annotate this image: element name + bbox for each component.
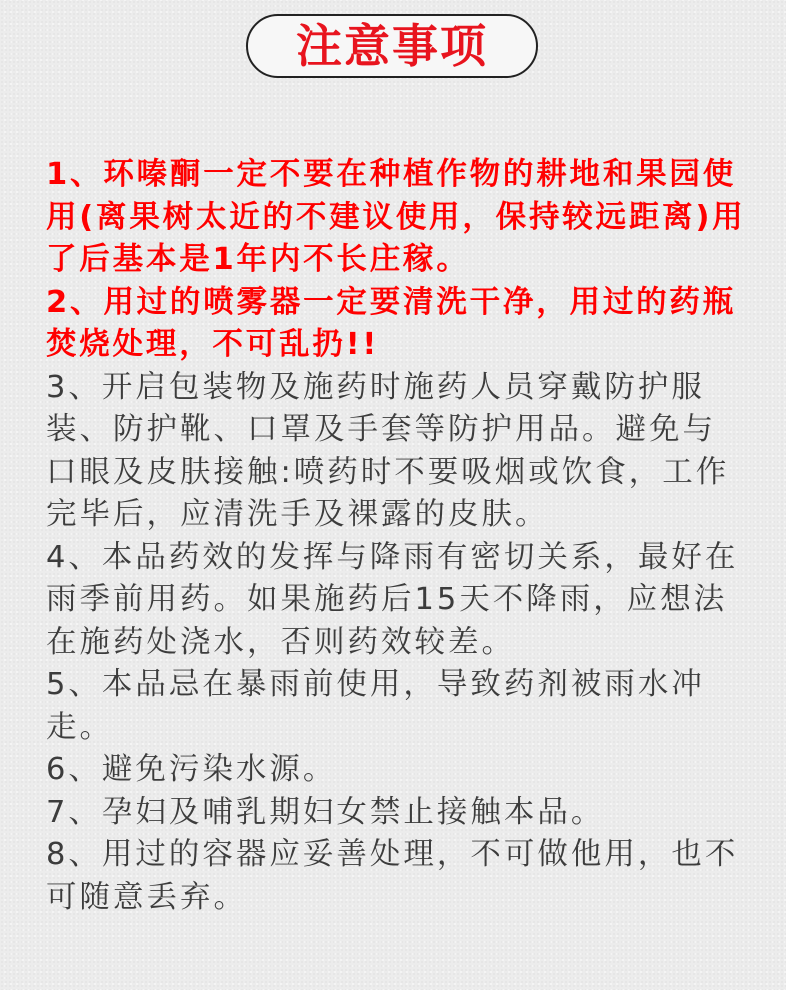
- notes-list: [46, 154, 746, 919]
- note-item-7: 7、孕妇及哺乳期妇女禁止接触本品。: [46, 794, 605, 830]
- note-item-8: 8、用过的容器应妥善处理，不可做他用，也不可随意丢弃。: [46, 837, 739, 915]
- note-item-5: 5、本品忌在暴雨前使用，导致药剂被雨水冲走。: [46, 667, 705, 745]
- note-item-2: 2、用过的喷雾器一定要清洗干净，用过的药瓶焚烧处理，不可乱扔!!: [46, 284, 737, 362]
- note-item-4: 4、本品药效的发挥与降雨有密切关系，最好在雨季前用药。如果施药后15天不降雨，应想法在施药处浇水，否则药效较差。: [46, 539, 739, 660]
- note-item-3: 3、开启包装物及施药时施药人员穿戴防护服装、防护靴、口罩及手套等防护用品。避免与口眼及皮肤接触:喷药时不要吸烟或饮食，工作完毕后，应清洗手及裸露的皮肤。: [46, 369, 730, 532]
- note-item-6: 6、避免污染水源。: [46, 752, 337, 787]
- note-item-1: 1、环嗪酮一定不要在种植作物的耕地和果园使用(离果树太近的不建议使用，保持较远距离)用了后基本是1年内不长庄稼。: [46, 157, 746, 277]
- page-title: 注意事项: [296, 19, 488, 73]
- title-banner: [246, 14, 538, 78]
